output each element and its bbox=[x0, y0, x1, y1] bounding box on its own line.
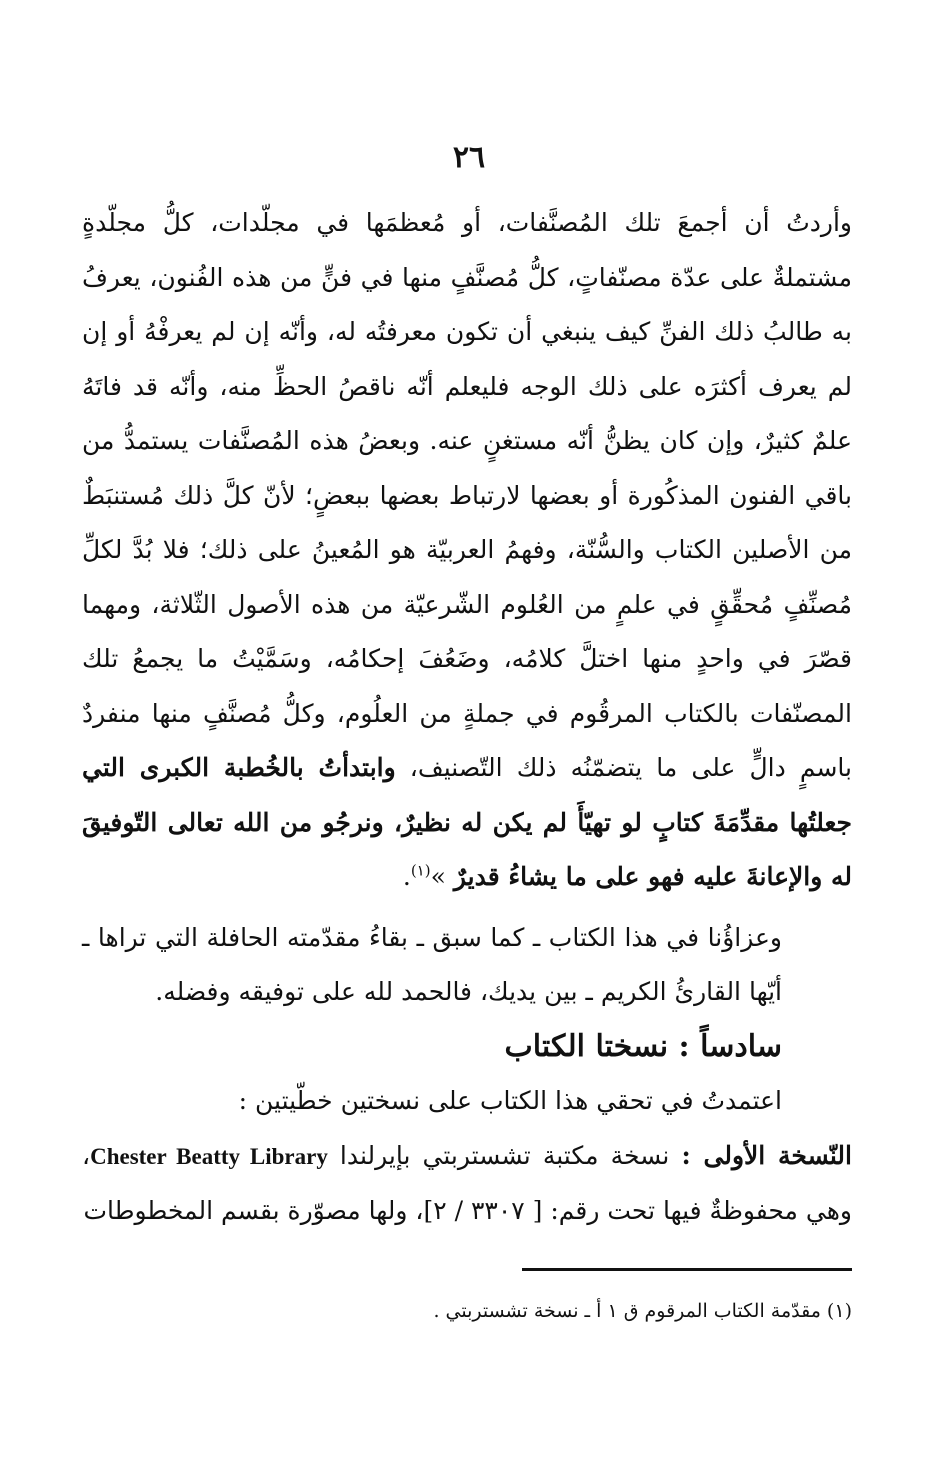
first-copy-text: نسخة مكتبة تشستربتي بإيرلندا bbox=[327, 1140, 682, 1170]
paragraph-intro: اعتمدتُ في تحقي هذا الكتاب على نسختين خطّيتين : bbox=[238, 1086, 782, 1115]
paragraph-quotation-tail: . bbox=[402, 862, 411, 891]
page-number: ٢٦ bbox=[452, 140, 486, 175]
paragraph-quotation-text: وأردتُ أن أجمعَ تلك المُصنَّفات، أو مُعظمَها في مجلّدات، كلُّ مجلّدةٍ مشتملةٌ على عدّة مصنّفاتٍ، كلُّ مُصنَّفٍ منها في فنٍّ من هذه الفُنون، يعرفُ به طالبُ ذلك الفنِّ كيف ينبغي أن تكون معرفتُه له، وأنّه إن لم يعرفْهُ أو إن لم يعرف أكثرَه على ذلك الوجه فليعلم أنّه ناقصُ الحظِّ منه، وأنّه قد فاتَهُ علمٌ كثيرٌ، وإن كان يظنُّ أنّه مستغنٍ عنه. وبعضُ هذه المُصنَّفات يستمدُّ من باقي الفنون المذكُورة أو بعضها لارتباط بعضها ببعضٍ؛ لأنّ كلَّ ذلك مُستنبَطٌ من الأصلين الكتاب والسُّنّة، وفهمُ العربيّة هو المُعينُ على ذلك؛ فلا بُدَّ لكلِّ مُصنِّفٍ مُحقِّقٍ في علمٍ من العُلوم الشّرعيّة من هذه الأصول الثّلاثة، ومهما قصّرَ في واحدٍ منها اختلَّ كلامُه، وضَعُفَ إحكامُه، وسَمَّيْتُ ما يجمعُ تلك المصنّفات بالكتاب المرقُوم في جملةٍ من العلُوم، وكلُّ مُصنَّفٍ منها منفردٌ باسمٍ دالٍّ على ما يتضمّنُه ذلك التّصنيف، bbox=[82, 208, 852, 782]
paragraph-first-copy bbox=[82, 1129, 852, 1239]
first-copy-label: النّسخة الأولى : bbox=[681, 1140, 852, 1170]
first-copy-text-rest: ، وهي محفوظةٌ فيها تحت رقم: [ ٣٣٠٧ / ٢]، ولها مصوّرة بقسم المخطوطات bbox=[82, 1140, 852, 1225]
section-heading: سادساً : نسختا الكتاب bbox=[504, 1028, 782, 1064]
library-name-latin: Chester Beatty Library bbox=[90, 1143, 328, 1169]
footnote-separator bbox=[522, 1268, 852, 1271]
quotation-close: » bbox=[430, 862, 454, 891]
paragraph-consolation: وعزاؤُنا في هذا الكتاب ـ كما سبق ـ بقاءُ مقدّمته الحافلة التي تراها ـ أيّها القارئُ الكريم ـ بين يديك، فالحمد لله على توفيقه وفضله. bbox=[82, 922, 782, 1006]
main-text bbox=[82, 196, 852, 1239]
footnote: (١) مقدّمة الكتاب المرقوم ق ١ أ ـ نسخة تشستربتي . bbox=[433, 1300, 852, 1322]
footnote-reference: (١) bbox=[410, 861, 431, 880]
paragraph-quotation bbox=[82, 196, 852, 905]
paragraph-quotation-bold: وابتدأتُ بالخُطبة الكبرى التي جعلتُها مقدِّمَةَ كتابٍ لو تهيّأَ لم يكن له نظيرٌ، ونرجُو من الله تعالى التّوفيقَ له والإعانةَ عليه فهو على ما يشاءُ قديرٌ bbox=[82, 753, 852, 891]
